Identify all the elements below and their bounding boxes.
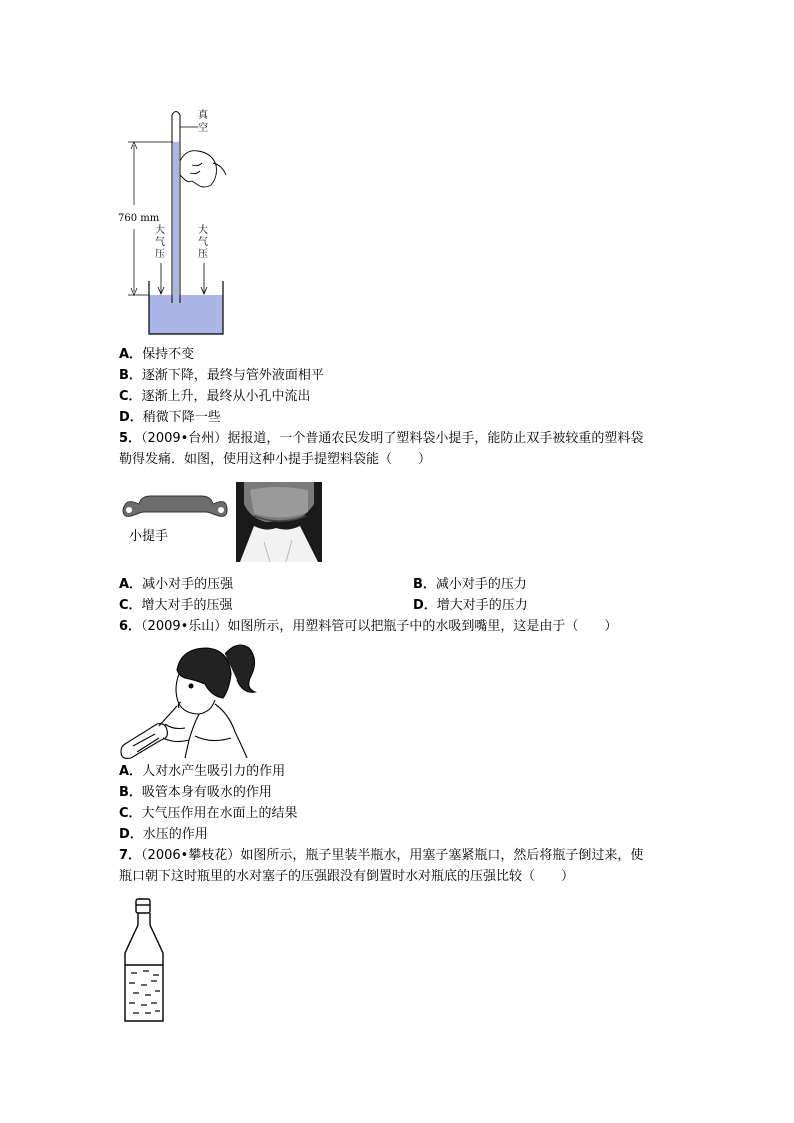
q7-stem-line2: 瓶口朝下这时瓶里的水对塞子的压强跟没有倒置时水对瓶底的压强比较（ ） bbox=[119, 869, 575, 884]
pressure-right-2: 气 bbox=[198, 237, 208, 248]
bottle-figure bbox=[119, 895, 169, 1027]
tube-mercury bbox=[173, 142, 179, 302]
q6-option-b: B．吸管本身有吸水的作用 bbox=[119, 785, 272, 800]
girl-drinking-figure bbox=[119, 640, 265, 760]
q5-option-c: C．增大对手的压强 bbox=[119, 598, 233, 613]
vacuum-label-1: 真 bbox=[198, 110, 208, 121]
pressure-left-2: 气 bbox=[155, 237, 165, 248]
q6-stem-line1: 6．（2009•乐山）如图所示，用塑料管可以把瓶子中的水吸到嘴里，这是由于（ ） bbox=[119, 619, 618, 634]
q5-option-a: A．减小对手的压强 bbox=[119, 577, 234, 592]
handle-figure bbox=[119, 482, 231, 562]
hand-icon bbox=[180, 151, 226, 187]
q4-option-c: C．逐渐上升，最终从小孔中流出 bbox=[119, 389, 311, 404]
height-label: 760 mm bbox=[118, 213, 160, 224]
vacuum-label-2: 空 bbox=[198, 123, 208, 134]
q5-stem-line2: 勒得发痛．如图，使用这种小提手提塑料袋能（ ） bbox=[119, 452, 432, 467]
basin-water bbox=[149, 295, 223, 334]
pressure-left-3: 压 bbox=[155, 249, 165, 260]
q4-option-d: D．稍微下降一些 bbox=[119, 410, 221, 425]
q4-option-a: A．保持不变 bbox=[119, 347, 195, 362]
hand-bag-photo bbox=[236, 482, 322, 562]
torricelli-figure bbox=[118, 105, 248, 340]
pressure-right-1: 大 bbox=[198, 225, 208, 236]
handle-icon bbox=[123, 496, 227, 516]
pressure-left-1: 大 bbox=[155, 225, 165, 236]
q7-stem-line1: 7．（2006•攀枝花）如图所示，瓶子里装半瓶水，用塞子塞紧瓶口，然后将瓶子倒过来，使 bbox=[119, 848, 644, 863]
q6-option-c: C．大气压作用在水面上的结果 bbox=[119, 806, 298, 821]
q5-stem-line1: 5．（2009•台州）据报道，一个普通农民发明了塑料袋小提手，能防止双手被较重的塑料袋 bbox=[119, 431, 644, 446]
q5-option-b: B．减小对手的压力 bbox=[413, 577, 527, 592]
q6-option-a: A．人对水产生吸引力的作用 bbox=[119, 764, 286, 779]
handle-label: 小提手 bbox=[129, 529, 169, 544]
q4-option-b: B．逐渐下降，最终与管外液面相平 bbox=[119, 368, 324, 383]
water-dashes bbox=[129, 971, 160, 1013]
pressure-right-3: 压 bbox=[198, 249, 208, 260]
q6-option-d: D．水压的作用 bbox=[119, 827, 208, 842]
q5-option-d: D．增大对手的压力 bbox=[413, 598, 528, 613]
